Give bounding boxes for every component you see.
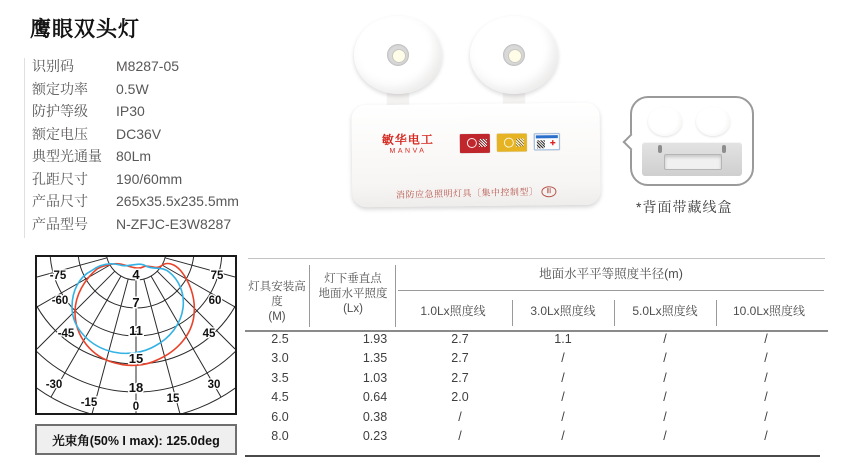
cell-1lx-radius: 2.7 (451, 370, 469, 385)
cell-install-height: 6.0 (271, 409, 289, 424)
subheader-10lx: 10.0Lx照度线 (732, 304, 806, 318)
keyhole-icon (722, 145, 726, 153)
brand-name-en: MANVA (389, 147, 427, 155)
qr-code-icon (516, 138, 524, 146)
keyhole-icon (658, 145, 662, 153)
cell-3lx-radius: 1.1 (554, 332, 572, 346)
wire-box (664, 154, 722, 170)
illuminance-table (245, 256, 828, 462)
page-title: 鹰眼双头灯 (30, 18, 140, 41)
cell-3lx-radius: / (561, 390, 565, 405)
angle-label: 30 (207, 379, 221, 391)
header-install-height (245, 280, 309, 325)
yellow-cert-sticker-icon (497, 133, 527, 151)
spec-row (32, 101, 262, 124)
column-separator (309, 265, 310, 327)
cell-install-height: 3.0 (271, 351, 289, 366)
spec-label: 产品尺寸 (32, 193, 88, 209)
cell-10lx-radius: / (764, 409, 768, 424)
polar-photometric-chart (35, 255, 237, 415)
table-body (245, 332, 828, 448)
blue-cert-sticker-icon (534, 133, 560, 150)
cell-3lx-radius: / (561, 351, 565, 366)
cell-5lx-radius: / (663, 351, 667, 366)
group-underline (398, 290, 824, 291)
spec-label: 防护等级 (32, 103, 88, 119)
spec-row (32, 79, 262, 102)
red-cross-icon: ✚ (549, 140, 556, 148)
header-line: 灯具安装高度 (248, 281, 306, 308)
angle-label: -30 (45, 379, 63, 391)
spec-value: M8287-05 (116, 58, 180, 74)
table-row (245, 429, 828, 448)
spec-value: 190/60mm (116, 170, 183, 187)
header-vertical-illuminance (311, 272, 395, 317)
subheader-1lx: 1.0Lx照度线 (420, 304, 486, 318)
qr-code-icon (479, 139, 487, 147)
spec-row (32, 56, 262, 79)
brand-name-cn: 敏华电工 (381, 132, 434, 147)
radial-label: 18 (128, 380, 144, 395)
cell-5lx-radius: / (663, 332, 667, 346)
subheader-5lx: 5.0Lx照度线 (632, 304, 698, 318)
subheader-3lx: 3.0Lx照度线 (530, 304, 596, 318)
spec-value: DC36V (116, 125, 162, 142)
header-line: 灯下垂直点 (324, 273, 382, 285)
lamp-head-right (470, 16, 558, 94)
spec-label: 额定电压 (32, 125, 88, 142)
cert-emblem-icon (467, 138, 477, 148)
angle-label: -75 (49, 270, 67, 282)
header-line: (M) (268, 311, 286, 323)
radial-label: 7 (132, 295, 140, 310)
cell-10lx-radius: / (764, 332, 768, 346)
class-badge: Ⅲ (541, 186, 557, 197)
table-top-line (248, 258, 825, 259)
led-lens-icon (387, 44, 409, 66)
spec-label: 额定功率 (32, 80, 88, 97)
cell-vertical-illuminance: 1.93 (362, 332, 388, 346)
table-row (245, 390, 828, 409)
product-image (340, 12, 610, 212)
spec-label: 产品型号 (32, 215, 88, 232)
product-type-text: 消防应急照明灯具〔集中控制型〕 (395, 186, 539, 200)
column-separator (395, 265, 396, 327)
cell-3lx-radius: / (561, 409, 565, 424)
header-line: 地面水平照度 (318, 288, 388, 300)
cell-install-height: 8.0 (271, 428, 289, 443)
red-cert-sticker-icon (460, 134, 490, 153)
spec-row (32, 191, 262, 214)
beam-angle-box: 光束角(50% I max): 125.0deg (35, 424, 237, 455)
cell-install-height: 2.5 (271, 332, 289, 346)
product-bottom-label (352, 183, 600, 202)
cell-10lx-radius: / (764, 390, 768, 405)
angle-label: -60 (51, 295, 69, 307)
angle-label: -45 (57, 328, 75, 340)
header-radius-group: 地面水平平等照度半径(m) (539, 267, 683, 281)
cell-install-height: 4.5 (271, 390, 289, 405)
angle-label-zero: 0 (132, 401, 140, 413)
cell-1lx-radius: / (458, 409, 462, 424)
spec-list (32, 56, 262, 236)
table-row (245, 332, 828, 351)
back-view-panel (642, 142, 742, 176)
lamp-body (351, 103, 600, 208)
cell-1lx-radius: 2.0 (451, 390, 469, 405)
cell-vertical-illuminance: 0.23 (362, 428, 388, 443)
cell-5lx-radius: / (663, 428, 667, 443)
angle-label: 45 (202, 328, 216, 340)
spec-divider-line (24, 58, 25, 238)
cell-10lx-radius: / (764, 351, 768, 366)
spec-value: 0.5W (116, 80, 149, 97)
polar-chart-svg (37, 257, 235, 413)
cell-10lx-radius: / (764, 428, 768, 443)
cert-emblem-icon (504, 138, 514, 148)
spec-value: 265x35.5x235.5mm (116, 193, 239, 209)
cell-5lx-radius: / (663, 370, 667, 385)
radial-label: 15 (128, 351, 144, 366)
cell-3lx-radius: / (561, 370, 565, 385)
spec-row (32, 214, 262, 237)
spec-row (32, 169, 262, 192)
cell-install-height: 3.5 (271, 370, 289, 385)
spec-row (32, 146, 262, 169)
qr-code-icon (537, 140, 545, 148)
table-row (245, 351, 828, 370)
cell-1lx-radius: / (458, 428, 462, 443)
lamp-head-left (354, 16, 442, 94)
callout-caption: *背面带藏线盒 (636, 199, 733, 215)
cell-vertical-illuminance: 0.64 (362, 390, 388, 405)
cell-vertical-illuminance: 1.03 (362, 370, 388, 385)
radial-label: 11 (129, 323, 143, 338)
spec-label: 孔距尺寸 (32, 170, 88, 187)
angle-label: -15 (80, 397, 98, 409)
cell-5lx-radius: / (663, 409, 667, 424)
certification-stickers (460, 133, 560, 153)
radial-label: 4 (132, 267, 140, 282)
table-bottom-line (245, 455, 820, 457)
spec-value: N-ZFJC-E3W8287 (116, 215, 232, 232)
cell-5lx-radius: / (663, 390, 667, 405)
back-view-head-right (696, 107, 730, 136)
angle-label: 15 (166, 393, 180, 405)
header-line: (Lx) (343, 303, 363, 315)
cell-1lx-radius: 2.7 (451, 351, 469, 366)
led-lens-icon (503, 44, 525, 66)
spec-value: IP30 (116, 103, 145, 119)
subcolumn-separator (716, 300, 717, 326)
angle-label: 60 (208, 295, 222, 307)
cell-10lx-radius: / (764, 370, 768, 385)
table-row (245, 410, 828, 429)
spec-row (32, 124, 262, 147)
brand-logo (382, 130, 434, 155)
sticker-bar (536, 135, 558, 138)
cell-3lx-radius: / (561, 428, 565, 443)
cell-vertical-illuminance: 1.35 (362, 351, 388, 366)
callout-bubble (630, 96, 754, 186)
back-view-head-left (648, 107, 682, 136)
angle-label: 75 (210, 270, 224, 282)
spec-label: 典型光通量 (32, 148, 102, 164)
cell-1lx-radius: 2.7 (451, 332, 469, 346)
spec-value: 80Lm (116, 148, 152, 164)
spec-label: 识别码 (32, 58, 74, 74)
table-row (245, 371, 828, 390)
cell-vertical-illuminance: 0.38 (362, 409, 388, 424)
